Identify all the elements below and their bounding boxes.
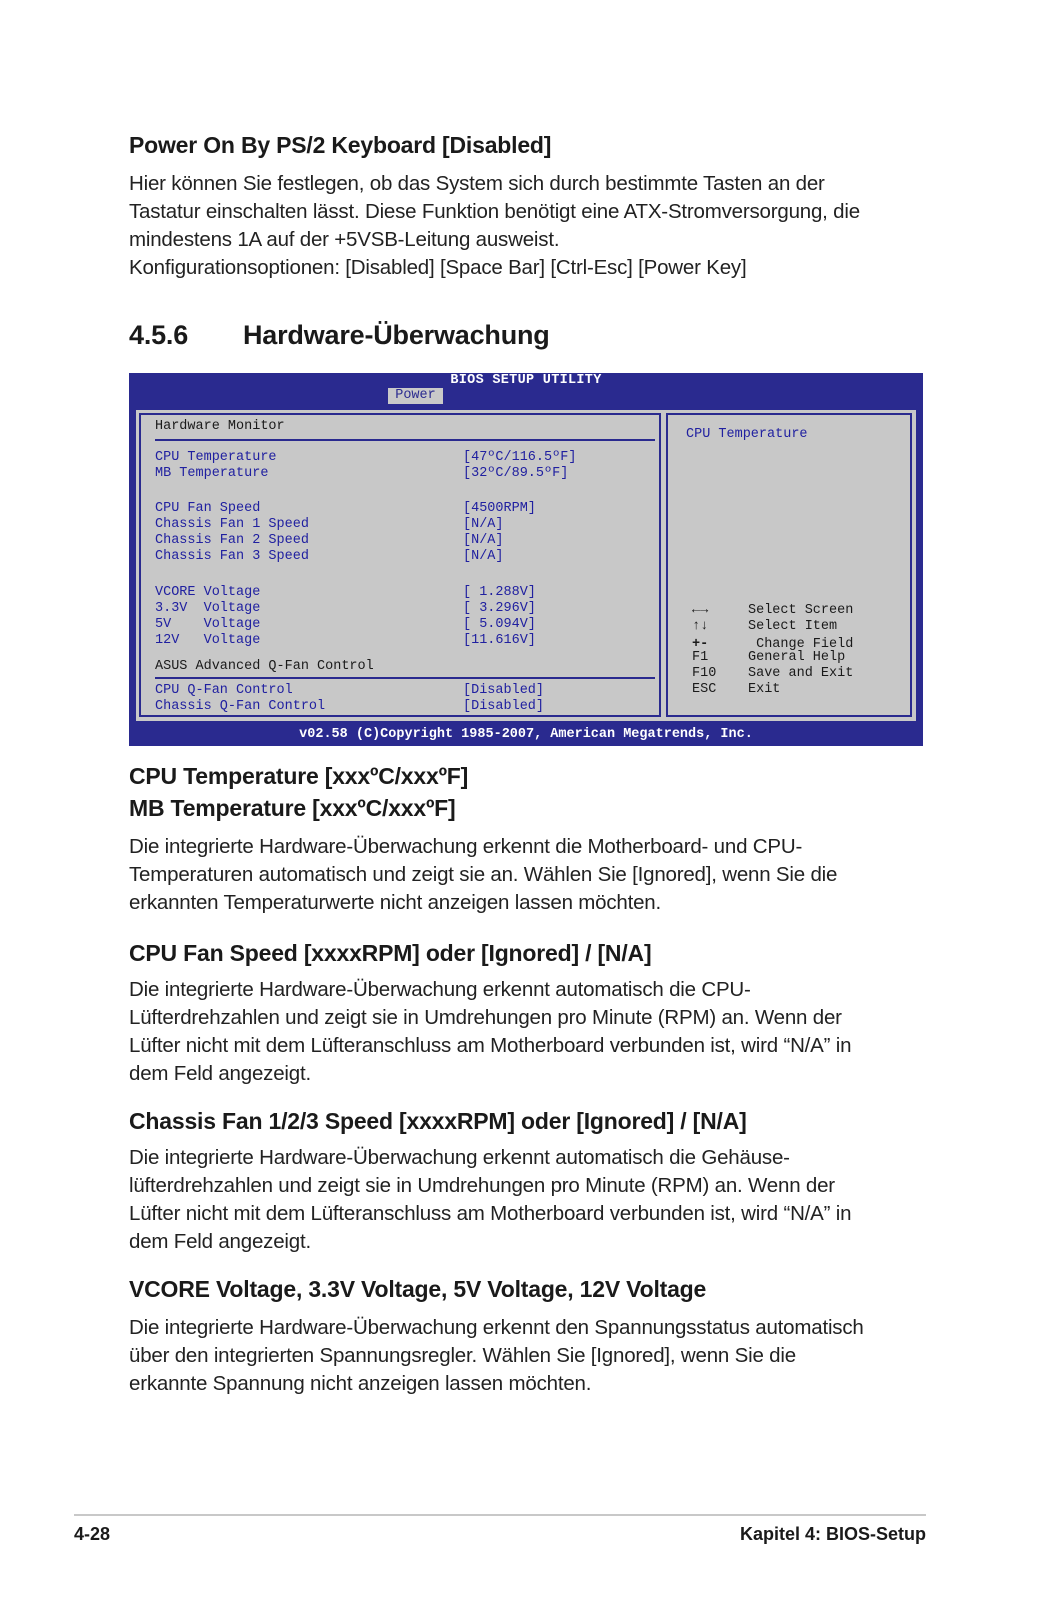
text-line: erkannte Spannung nicht anzeigen lassen möchten. <box>129 1372 592 1395</box>
text-line: über den integrierten Spannungsregler. Wählen Sie [Ignored], wenn Sie die <box>129 1344 796 1367</box>
bios-item-cpu-qfan[interactable]: CPU Q-Fan Control <box>155 683 293 698</box>
bios-item-chassis-fan-1[interactable]: Chassis Fan 1 Speed <box>155 517 309 532</box>
footer-rule <box>74 1514 926 1516</box>
text-line: Hier können Sie festlegen, ob das System sich durch bestimmte Tasten an der <box>129 172 825 195</box>
bios-value-5v: [ 5.094V] <box>463 617 536 632</box>
bios-value-chassis-qfan[interactable]: [Disabled] <box>463 699 545 714</box>
qfan-divider <box>155 677 655 679</box>
text-line: Lüfter nicht mit dem Lüfteranschluss am Motherboard verbunden ist, wird “N/A” in <box>129 1034 852 1057</box>
bios-value-cpu-fan: [4500RPM] <box>463 501 536 516</box>
bios-value-3v3: [ 3.296V] <box>463 601 536 616</box>
bios-item-3v3[interactable]: 3.3V Voltage <box>155 601 261 616</box>
page-number: 4-28 <box>74 1524 111 1544</box>
key-desc: Change Field <box>748 637 854 652</box>
key-desc: Select Item <box>748 619 838 634</box>
bios-item-12v[interactable]: 12V Voltage <box>155 633 261 648</box>
text-line: Die integrierte Hardware-Überwachung erkennt den Spannungsstatus automatisch <box>129 1316 864 1339</box>
bios-value-vcore: [ 1.288V] <box>463 585 536 600</box>
bios-value-cpu-temp: [47ºC/116.5ºF] <box>463 450 577 465</box>
bios-item-vcore[interactable]: VCORE Voltage <box>155 585 261 600</box>
heading-voltage: VCORE Voltage, 3.3V Voltage, 5V Voltage, 12V Voltage <box>129 1276 707 1302</box>
section-number: 4.5.6 <box>129 320 189 350</box>
bios-value-chassis-fan-3: [N/A] <box>463 549 504 564</box>
bios-item-5v[interactable]: 5V Voltage <box>155 617 261 632</box>
section-title: Hardware-Überwachung <box>243 320 550 350</box>
key-desc: Save and Exit <box>748 666 854 681</box>
heading-power-on: Power On By PS/2 Keyboard [Disabled] <box>129 132 552 158</box>
key-desc: General Help <box>748 650 846 665</box>
bios-value-mb-temp: [32ºC/89.5ºF] <box>463 466 569 481</box>
help-title: CPU Temperature <box>686 427 808 442</box>
heading-cpu-fan: CPU Fan Speed [xxxxRPM] oder [Ignored] / [N/A] <box>129 940 652 966</box>
bios-left-pane <box>139 413 661 717</box>
text-line: Temperaturen automatisch und zeigt sie an. Wählen Sie [Ignored], wenn Sie die <box>129 863 838 886</box>
text-line: dem Feld angezeigt. <box>129 1230 311 1253</box>
bios-value-cpu-qfan[interactable]: [Disabled] <box>463 683 545 698</box>
plus-minus-icon: +- <box>692 637 709 652</box>
key-desc: Select Screen <box>748 603 854 618</box>
bios-help-pane <box>666 413 912 717</box>
paragraph-cpu-fan <box>129 976 851 1088</box>
bios-screen <box>129 373 923 746</box>
text-line: mindestens 1A auf der +5VSB-Leitung ausweist. <box>129 228 560 251</box>
text-line: Lüfterdrehzahlen und zeigt sie in Umdrehungen pro Minute (RPM) an. Wenn der <box>129 1006 842 1029</box>
qfan-title: ASUS Advanced Q-Fan Control <box>155 659 374 674</box>
text-line: Die integrierte Hardware-Überwachung erkennt automatisch die Gehäuse- <box>129 1146 790 1169</box>
bios-panel <box>134 408 918 723</box>
bios-copyright: v02.58 (C)Copyright 1985-2007, American Megatrends, Inc. <box>299 727 753 742</box>
text-line: dem Feld angezeigt. <box>129 1062 311 1085</box>
bios-item-mb-temp[interactable]: MB Temperature <box>155 466 269 481</box>
text-line: Die integrierte Hardware-Überwachung erkennt die Motherboard- und CPU- <box>129 835 803 858</box>
heading-mb-temp: MB Temperature [xxxºC/xxxºF] <box>129 795 456 821</box>
text-line: Tastatur einschalten lässt. Diese Funktion benötigt eine ATX-Stromversorgung, die <box>129 200 860 223</box>
key-f1: F1 <box>692 650 709 665</box>
chapter-label: Kapitel 4: BIOS-Setup <box>739 1524 926 1544</box>
text-line: erkannten Temperaturwerte nicht anzeigen lassen möchten. <box>129 891 661 914</box>
paragraph-voltage <box>129 1314 864 1398</box>
text-line: Lüfter nicht mit dem Lüfteranschluss am Motherboard verbunden ist, wird “N/A” in <box>129 1202 852 1225</box>
key-esc: ESC <box>692 682 717 697</box>
bios-item-cpu-fan[interactable]: CPU Fan Speed <box>155 501 261 516</box>
bios-item-chassis-qfan[interactable]: Chassis Q-Fan Control <box>155 699 326 714</box>
paragraph-chassis-fan <box>129 1144 851 1256</box>
bios-value-chassis-fan-1: [N/A] <box>463 517 504 532</box>
heading-chassis-fan: Chassis Fan 1/2/3 Speed [xxxxRPM] oder [Ignored] / [N/A] <box>129 1108 747 1134</box>
panel-divider <box>155 439 655 441</box>
paragraph-power-on <box>129 170 860 282</box>
bios-tab-power[interactable]: Power <box>388 388 443 404</box>
bios-item-chassis-fan-2[interactable]: Chassis Fan 2 Speed <box>155 533 309 548</box>
key-f10: F10 <box>692 666 717 681</box>
bios-item-cpu-temp[interactable]: CPU Temperature <box>155 450 277 465</box>
text-line: Konfigurationsoptionen: [Disabled] [Space Bar] [Ctrl-Esc] [Power Key] <box>129 256 747 279</box>
paragraph-temps <box>129 833 837 917</box>
heading-cpu-temp: CPU Temperature [xxxºC/xxxºF] <box>129 763 469 789</box>
bios-title: BIOS SETUP UTILITY <box>450 373 602 388</box>
bios-value-chassis-fan-2: [N/A] <box>463 533 504 548</box>
bios-value-12v: [11.616V] <box>463 633 536 648</box>
bios-item-chassis-fan-3[interactable]: Chassis Fan 3 Speed <box>155 549 309 564</box>
key-desc: Exit <box>748 682 781 697</box>
arrow-left-right-icon: ←→ <box>692 603 709 618</box>
panel-title: Hardware Monitor <box>155 419 285 434</box>
arrow-up-down-icon: ↑↓ <box>692 619 709 634</box>
text-line: Die integrierte Hardware-Überwachung erkennt automatisch die CPU- <box>129 978 751 1001</box>
text-line: lüfterdrehzahlen und zeigt sie in Umdrehungen pro Minute (RPM) an. Wenn der <box>129 1174 835 1197</box>
